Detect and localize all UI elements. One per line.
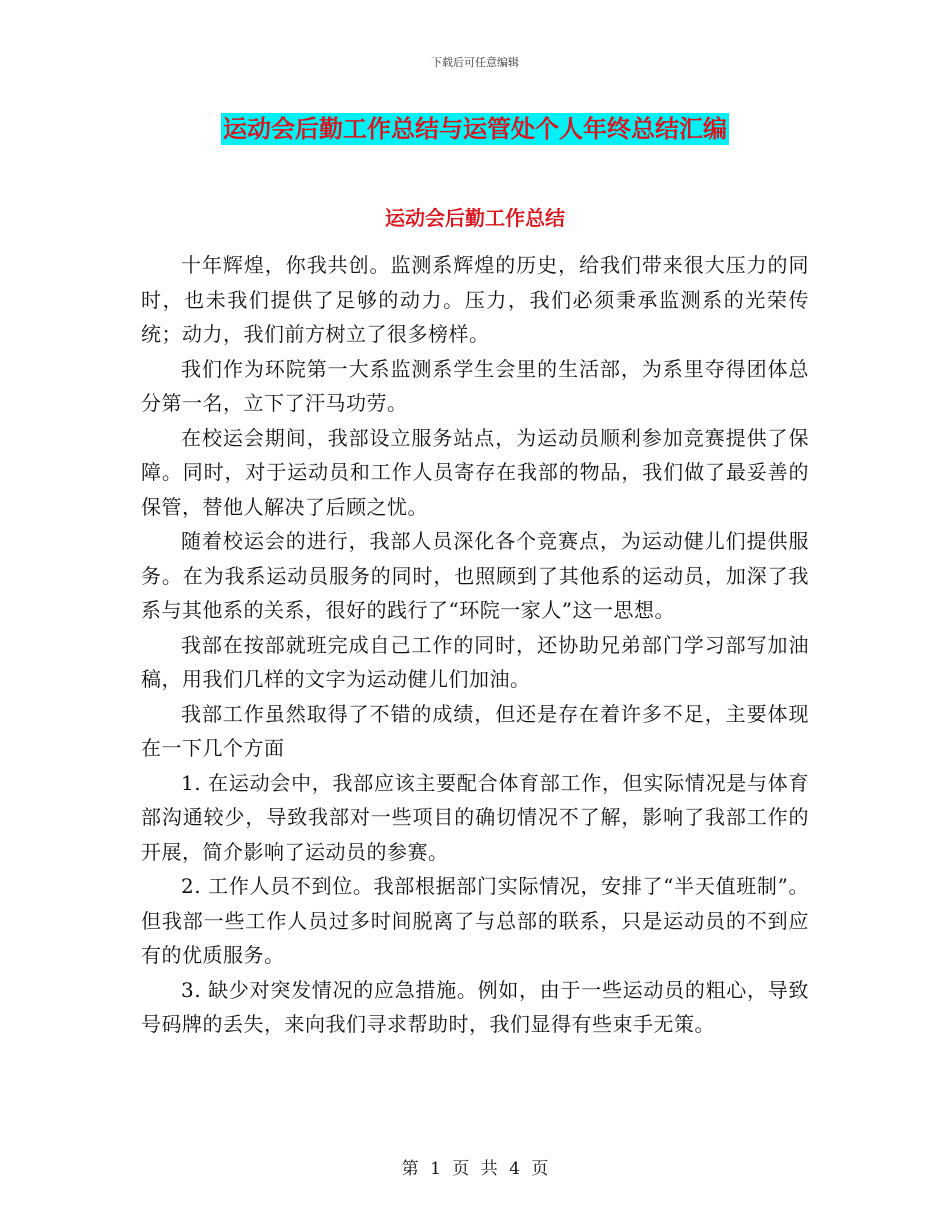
paragraph: 我们作为环院第一大系监测系学生会里的生活部，为系里夺得团体总分第一名，立下了汗马功劳。	[141, 356, 809, 415]
header-note: 下载后可任意编辑	[431, 56, 519, 69]
list-item-2: 2. 工作人员不到位。我部根据部门实际情况，安排了“半天值班制”。但我部一些工作人员过多时间脱离了与总部的联系，只是运动员的不到应有的优质服务。	[141, 874, 809, 967]
document-title	[0, 113, 950, 145]
page-footer: 第 1 页 共 4 页	[401, 1159, 549, 1179]
document-title-text: 运动会后勤工作总结与运管处个人年终总结汇编	[223, 115, 727, 143]
paragraph: 随着校运会的进行，我部人员深化各个竞赛点，为运动健儿们提供服务。在为我系运动员服务的同时，也照顾到了其他系的运动员，加深了我系与其他系的关系，很好的践行了“环院一家人”这一思想。	[141, 529, 809, 622]
section-title: 运动会后勤工作总结	[385, 206, 565, 230]
paragraph: 十年辉煌，你我共创。监测系辉煌的历史，给我们带来很大压力的同时，也未我们提供了足够的动力。压力，我们必须秉承监测系的光荣传统；动力，我们前方树立了很多榜样。	[141, 253, 809, 346]
paragraph: 我部在按部就班完成自己工作的同时，还协助兄弟部门学习部写加油稿，用我们几样的文字为运动健儿们加油。	[141, 632, 809, 691]
list-item-3: 3. 缺少对突发情况的应急措施。例如，由于一些运动员的粗心，导致号码牌的丢失，来向我们寻求帮助时，我们显得有些束手无策。	[141, 977, 809, 1036]
document-body	[141, 248, 809, 1042]
paragraph: 在校运会期间，我部设立服务站点，为运动员顺利参加竞赛提供了保障。同时，对于运动员和工作人员寄存在我部的物品，我们做了最妥善的保管，替他人解决了后顾之忧。	[141, 425, 809, 519]
paragraph: 我部工作虽然取得了不错的成绩，但还是存在着许多不足，主要体现在一下几个方面	[141, 701, 809, 760]
list-item-1: 1. 在运动会中，我部应该主要配合体育部工作，但实际情况是与体育部沟通较少，导致我部对一些项目的确切情况不了解，影响了我部工作的开展，简介影响了运动员的参赛。	[141, 770, 809, 864]
